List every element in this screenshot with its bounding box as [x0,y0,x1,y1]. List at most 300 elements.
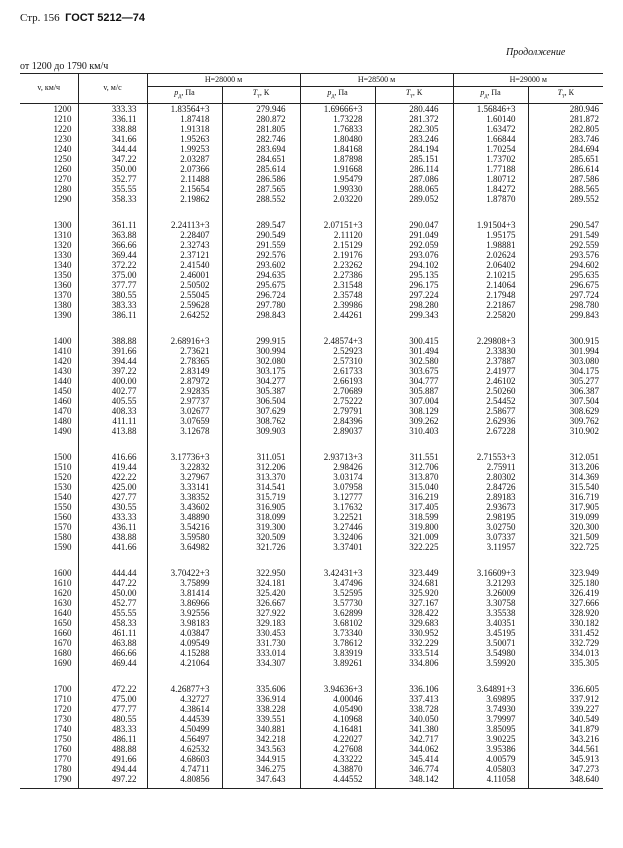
table-row [20,684,603,694]
table-cell: 311.551 [375,452,453,462]
table-cell: 314.369 [528,472,603,482]
table-cell: 483.33 [78,724,147,734]
col-header-pressure-3 [453,87,528,104]
table-cell: 303.080 [528,356,603,366]
unit: , К [412,88,423,97]
table-row [20,230,603,240]
table-body [20,103,603,788]
subscript: т [410,93,413,100]
table-cell: 3.70422+3 [147,568,222,578]
table-cell: 302.580 [375,356,453,366]
table-cell: 293.076 [375,250,453,260]
table-cell: 294.635 [222,270,300,280]
table-cell: 2.37121 [147,250,222,260]
table-cell: 335.606 [222,684,300,694]
table-cell: 1260 [53,163,72,174]
table-cell: 291.049 [375,230,453,240]
table-cell: 281.805 [222,124,300,134]
table-cell: 2.17948 [453,290,528,300]
table-cell: 339.227 [528,704,603,714]
table-cell: 295.135 [375,270,453,280]
table-cell: 3.43602 [147,502,222,512]
unit: , Па [334,88,348,97]
table-row [20,144,603,154]
table-cell: 2.57310 [300,356,375,366]
table-cell: 2.11488 [147,174,222,184]
table-cell: 315.040 [375,482,453,492]
atmosphere-table [20,73,603,789]
table-cell: 3.89261 [300,658,375,668]
table-row [20,346,603,356]
table-cell: 402.77 [78,386,147,396]
table-cell: 3.40351 [453,618,528,628]
table-cell: 2.46001 [147,270,222,280]
table-cell: 319.800 [375,522,453,532]
table-cell: 452.77 [78,598,147,608]
table-cell: 300.915 [528,336,603,346]
table-cell: 318.099 [222,512,300,522]
table-cell: 3.07958 [300,482,375,492]
table-row [20,492,603,502]
table-cell: 322.950 [222,568,300,578]
table-row [20,628,603,638]
table-cell: 3.02677 [147,406,222,416]
table-cell: 1.69666+3 [300,103,375,114]
table-cell: 3.02750 [453,522,528,532]
table-cell: 4.44539 [147,714,222,724]
table-row [20,220,603,230]
table-cell: 430.55 [78,502,147,512]
table-cell: 4.44552 [300,774,375,784]
table-cell: 2.50502 [147,280,222,290]
table-cell: 4.32727 [147,694,222,704]
table-row [20,164,603,174]
table-cell: 3.86966 [147,598,222,608]
table-cell: 347.643 [222,774,300,784]
table-cell: 450.00 [78,588,147,598]
table-cell: 1430 [53,365,72,376]
table-cell: 1590 [53,541,72,552]
table-cell: 3.92556 [147,608,222,618]
table-cell: 3.30758 [453,598,528,608]
table-cell: 294.602 [528,260,603,270]
table-cell: 327.167 [375,598,453,608]
table-cell: 307.004 [375,396,453,406]
table-cell: 3.27446 [300,522,375,532]
table-cell: 320.509 [222,532,300,542]
table-cell: 310.403 [375,426,453,436]
table-row [20,522,603,532]
table-cell: 327.666 [528,598,603,608]
table-cell: 1630 [53,597,72,608]
table-cell: 438.88 [78,532,147,542]
table-cell: 1350 [53,269,72,280]
table-cell: 3.07337 [453,532,528,542]
table-cell: 280.946 [528,103,603,114]
standard-code: ГОСТ 5212—74 [65,12,145,24]
table-cell: 3.75899 [147,578,222,588]
table-cell: 1.91318 [147,124,222,134]
table-cell: 416.66 [78,452,147,462]
table-cell: 333.014 [222,648,300,658]
row-spacer [20,320,603,336]
table-cell: 1660 [53,627,72,638]
table-cell: 2.41977 [453,366,528,376]
table-cell: 2.28407 [147,230,222,240]
table-cell: 330.453 [222,628,300,638]
table-cell: 4.05490 [300,704,375,714]
table-cell: 2.33830 [453,346,528,356]
table-cell: 338.88 [78,124,147,134]
table-cell: 2.50260 [453,386,528,396]
table-row [20,103,603,114]
table-cell: 283.746 [528,134,603,144]
table-cell: 326.667 [222,598,300,608]
table-row [20,598,603,608]
table-cell: 436.11 [78,522,147,532]
table-cell: 283.246 [375,134,453,144]
table-cell: 2.62936 [453,416,528,426]
table-row [20,512,603,522]
table-cell: 281.372 [375,114,453,124]
table-cell: 1460 [53,395,72,406]
table-cell: 305.277 [528,376,603,386]
table-cell: 286.614 [528,164,603,174]
table-cell: 444.44 [78,568,147,578]
table-cell: 304.277 [222,376,300,386]
table-cell: 2.32743 [147,240,222,250]
table-cell: 308.129 [375,406,453,416]
table-cell: 299.843 [528,310,603,320]
table-cell: 3.48890 [147,512,222,522]
table-cell: 1410 [53,345,72,356]
col-header-temperature-1 [222,87,300,104]
table-cell: 314.541 [222,482,300,492]
table-cell: 279.946 [222,103,300,114]
table-cell: 1720 [53,703,72,714]
table-cell: 321.509 [528,532,603,542]
table-cell: 300.994 [222,346,300,356]
table-cell: 2.15654 [147,184,222,194]
table-cell: 4.11058 [453,774,528,784]
table-cell: 287.565 [222,184,300,194]
table-cell: 3.26009 [453,588,528,598]
table-cell: 327.922 [222,608,300,618]
table-cell: 303.675 [375,366,453,376]
table-cell: 2.07151+3 [300,220,375,230]
table-cell: 4.21064 [147,658,222,668]
table-cell: 1710 [53,693,72,704]
table-cell: 348.640 [528,774,603,784]
table-cell: 2.80302 [453,472,528,482]
table-cell: 282.805 [528,124,603,134]
table-cell: 1560 [53,511,72,522]
table-cell: 1470 [53,405,72,416]
table-cell: 2.61733 [300,366,375,376]
table-cell: 1610 [53,577,72,588]
table-cell: 330.952 [375,628,453,638]
table-cell: 1290 [53,193,72,204]
table-cell: 480.55 [78,714,147,724]
table-cell: 1340 [53,259,72,270]
table-cell: 2.93673 [453,502,528,512]
symbol: T [252,88,258,97]
table-cell: 1490 [53,425,72,436]
table-cell: 475.00 [78,694,147,704]
table-cell: 2.39986 [300,300,375,310]
table-cell: 304.777 [375,376,453,386]
table-row [20,250,603,260]
table-cell: 295.675 [222,280,300,290]
table-cell: 441.66 [78,542,147,552]
table-cell: 4.68603 [147,754,222,764]
table-cell: 329.183 [222,618,300,628]
table-cell: 3.73340 [300,628,375,638]
table-cell: 291.549 [528,230,603,240]
table-cell: 315.719 [222,492,300,502]
table-cell: 363.88 [78,230,147,240]
table-cell: 291.559 [222,240,300,250]
table-cell: 1730 [53,713,72,724]
table-cell: 2.44261 [300,310,375,320]
table-cell: 287.086 [375,174,453,184]
col-header-altitude-1: H=28000 м [147,74,300,87]
table-cell: 383.33 [78,300,147,310]
symbol: p [327,88,332,97]
table-cell: 2.78365 [147,356,222,366]
table-cell: 486.11 [78,734,147,744]
table-row [20,704,603,714]
table-cell: 1240 [53,143,72,154]
table-row [20,270,603,280]
table-cell: 2.87972 [147,376,222,386]
table-cell: 394.44 [78,356,147,366]
table-cell: 4.00046 [300,694,375,704]
table-cell: 4.03847 [147,628,222,638]
table-cell: 4.27608 [300,744,375,754]
table-cell: 1.87898 [300,154,375,164]
table-cell: 336.106 [375,684,453,694]
table-cell: 3.07659 [147,416,222,426]
table-cell: 4.56497 [147,734,222,744]
table-row [20,618,603,628]
table-cell: 1.91504+3 [453,220,528,230]
table-cell: 2.19176 [300,250,375,260]
table-cell: 1.95479 [300,174,375,184]
table-cell: 352.77 [78,174,147,184]
table-cell: 343.216 [528,734,603,744]
table-row [20,194,603,204]
table-cell: 336.11 [78,114,147,124]
table-row [20,376,603,386]
table-cell: 3.42431+3 [300,568,375,578]
col-header-pressure-1 [147,87,222,104]
table-cell: 1280 [53,183,72,194]
table-row [20,280,603,290]
table-cell: 1.84168 [300,144,375,154]
table-row [20,300,603,310]
table-cell: 292.059 [375,240,453,250]
table-cell: 1.98881 [453,240,528,250]
table-cell: 3.38352 [147,492,222,502]
table-cell: 3.27967 [147,472,222,482]
table-cell: 1390 [53,309,72,320]
table-cell: 334.013 [528,648,603,658]
table-cell: 1480 [53,415,72,426]
continuation-label: Продолжение [506,47,566,58]
table-cell: 3.54980 [453,648,528,658]
table-cell: 309.762 [528,416,603,426]
table-cell: 1440 [53,375,72,386]
table-cell: 2.66193 [300,376,375,386]
table-cell: 321.009 [375,532,453,542]
table-cell: 1300 [53,219,72,230]
table-cell: 2.70689 [300,386,375,396]
table-cell: 316.719 [528,492,603,502]
table-cell: 3.16609+3 [453,568,528,578]
table-cell: 320.300 [528,522,603,532]
table-cell: 4.50499 [147,724,222,734]
table-cell: 302.080 [222,356,300,366]
table-cell: 1750 [53,733,72,744]
col-header-v-ms: v, м/с [78,74,147,104]
table-cell: 285.651 [528,154,603,164]
table-cell: 458.33 [78,618,147,628]
table-row [20,568,603,578]
table-cell: 2.92835 [147,386,222,396]
table-cell: 2.75911 [453,462,528,472]
table-cell: 433.33 [78,512,147,522]
table-cell: 1570 [53,521,72,532]
table-cell: 1.91668 [300,164,375,174]
table-cell: 1210 [53,113,72,124]
table-cell: 4.38614 [147,704,222,714]
table-header [20,74,603,104]
unit: , К [564,88,574,97]
table-cell: 1230 [53,133,72,144]
table-cell: 369.44 [78,250,147,260]
table-cell: 340.549 [528,714,603,724]
table-cell: 1.56846+3 [453,103,528,114]
table-cell: 2.15129 [300,240,375,250]
table-cell: 2.54452 [453,396,528,406]
col-header-temperature-3 [528,87,603,104]
table-row [20,472,603,482]
table-cell: 1680 [53,647,72,658]
table-cell: 289.552 [528,194,603,204]
table-cell: 315.540 [528,482,603,492]
table-cell: 290.547 [528,220,603,230]
table-cell: 397.22 [78,366,147,376]
table-cell: 284.194 [375,144,453,154]
table-cell: 1.83564+3 [147,103,222,114]
table-cell: 455.55 [78,608,147,618]
symbol: T [557,88,563,97]
table-cell: 341.879 [528,724,603,734]
table-cell: 1.66844 [453,134,528,144]
table-cell: 325.920 [375,588,453,598]
table-cell: 346.774 [375,764,453,774]
table-cell: 3.52595 [300,588,375,598]
table-cell: 347.273 [528,764,603,774]
symbol: p [174,88,179,97]
table-cell: 1380 [53,299,72,310]
table-cell: 3.35538 [453,608,528,618]
table-cell: 3.33141 [147,482,222,492]
table-cell: 311.051 [222,452,300,462]
table-cell: 342.218 [222,734,300,744]
table-cell: 305.387 [222,386,300,396]
table-cell: 391.66 [78,346,147,356]
table-cell: 2.93713+3 [300,452,375,462]
table-cell: 3.22521 [300,512,375,522]
table-cell: 313.206 [528,462,603,472]
table-cell: 1.95175 [453,230,528,240]
table-row [20,366,603,376]
table-cell: 1740 [53,723,72,734]
table-cell: 2.25820 [453,310,528,320]
table-row [20,462,603,472]
table-cell: 297.224 [375,290,453,300]
table-cell: 405.55 [78,396,147,406]
table-cell: 1.60140 [453,114,528,124]
table-cell: 3.64982 [147,542,222,552]
table-row [20,714,603,724]
table-row [20,154,603,164]
table-cell: 296.675 [528,280,603,290]
table-cell: 477.77 [78,704,147,714]
table-cell: 388.88 [78,336,147,346]
col-header-temperature-2 [375,87,453,104]
table-cell: 2.14064 [453,280,528,290]
table-cell: 297.724 [528,290,603,300]
table-cell: 301.494 [375,346,453,356]
table-cell: 289.547 [222,220,300,230]
table-cell: 366.66 [78,240,147,250]
table-row [20,396,603,406]
table-cell: 2.35748 [300,290,375,300]
table-cell: 3.81414 [147,588,222,598]
table-cell: 324.681 [375,578,453,588]
table-cell: 292.559 [528,240,603,250]
table-cell: 1450 [53,385,72,396]
table-cell: 329.683 [375,618,453,628]
table-row [20,310,603,320]
table-cell: 1580 [53,531,72,542]
table-cell: 309.262 [375,416,453,426]
table-cell: 377.77 [78,280,147,290]
table-row [20,694,603,704]
table-cell: 2.73621 [147,346,222,356]
table-cell: 348.142 [375,774,453,784]
table-row [20,114,603,124]
table-cell: 1.80480 [300,134,375,144]
table-cell: 317.905 [528,502,603,512]
table-row [20,482,603,492]
table-cell: 447.22 [78,578,147,588]
table-cell: 1550 [53,501,72,512]
table-cell: 285.151 [375,154,453,164]
table-cell: 1510 [53,461,72,472]
table-cell: 4.33222 [300,754,375,764]
table-row [20,336,603,346]
table-cell: 411.11 [78,416,147,426]
symbol: p [480,88,485,97]
table-cell: 298.280 [375,300,453,310]
table-row [20,174,603,184]
table-cell: 422.22 [78,472,147,482]
table-cell: 322.725 [528,542,603,552]
